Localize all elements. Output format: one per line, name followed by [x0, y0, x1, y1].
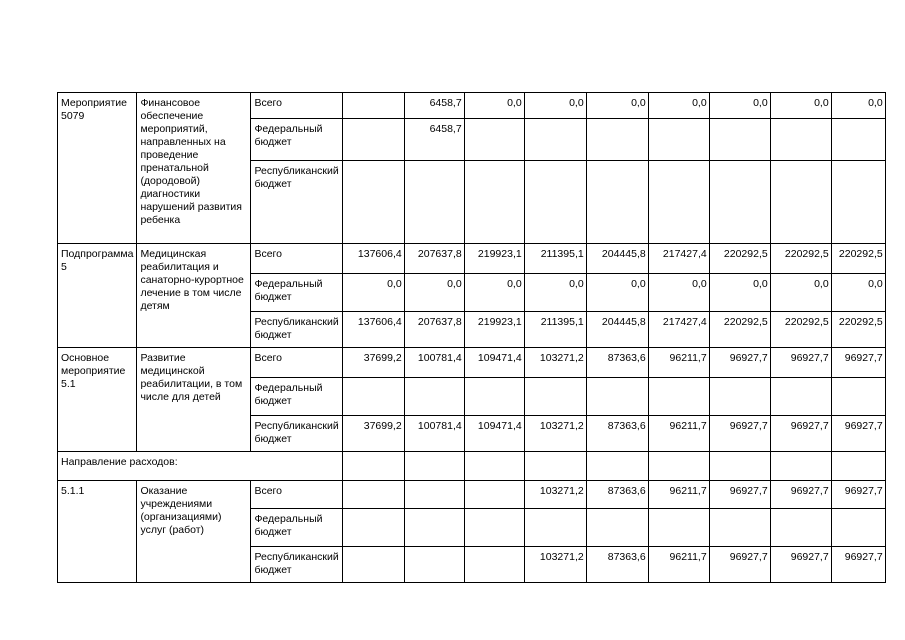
value-cell — [464, 161, 524, 244]
program-code: Подпрограмма 5 — [58, 244, 137, 348]
value-cell — [648, 161, 709, 244]
value-cell — [404, 547, 464, 583]
value-cell: 217427,4 — [648, 244, 709, 274]
value-cell: 96927,7 — [709, 416, 770, 452]
funding-source: Федеральный бюджет — [251, 378, 342, 416]
value-cell — [831, 119, 885, 161]
value-cell — [770, 509, 831, 547]
value-cell — [524, 119, 586, 161]
value-cell: 96927,7 — [770, 547, 831, 583]
value-cell: 37699,2 — [342, 348, 404, 378]
value-cell: 0,0 — [342, 274, 404, 312]
value-cell: 96927,7 — [770, 416, 831, 452]
value-cell: 37699,2 — [342, 416, 404, 452]
value-cell — [770, 119, 831, 161]
value-cell: 96211,7 — [648, 416, 709, 452]
table-row — [58, 481, 886, 509]
value-cell: 207637,8 — [404, 312, 464, 348]
program-code: Основное мероприятие 5.1 — [58, 348, 137, 452]
empty-cell — [586, 452, 648, 481]
value-cell: 0,0 — [464, 93, 524, 119]
funding-source: Федеральный бюджет — [251, 509, 342, 547]
value-cell — [831, 378, 885, 416]
value-cell: 96927,7 — [831, 348, 885, 378]
value-cell — [770, 378, 831, 416]
funding-source: Всего — [251, 481, 342, 509]
value-cell: 0,0 — [648, 93, 709, 119]
funding-source: Всего — [251, 244, 342, 274]
value-cell: 220292,5 — [709, 244, 770, 274]
table-row — [58, 348, 886, 378]
value-cell: 0,0 — [831, 274, 885, 312]
program-code: Мероприятие 5079 — [58, 93, 137, 244]
value-cell: 0,0 — [648, 274, 709, 312]
value-cell — [831, 161, 885, 244]
value-cell — [648, 378, 709, 416]
value-cell: 6458,7 — [404, 93, 464, 119]
empty-cell — [770, 452, 831, 481]
value-cell: 0,0 — [524, 274, 586, 312]
funding-source: Федеральный бюджет — [251, 274, 342, 312]
value-cell — [342, 161, 404, 244]
value-cell — [342, 509, 404, 547]
value-cell — [342, 481, 404, 509]
value-cell: 217427,4 — [648, 312, 709, 348]
value-cell: 87363,6 — [586, 547, 648, 583]
value-cell: 96211,7 — [648, 547, 709, 583]
value-cell: 96211,7 — [648, 481, 709, 509]
value-cell — [342, 93, 404, 119]
value-cell — [404, 378, 464, 416]
value-cell: 220292,5 — [770, 244, 831, 274]
value-cell: 96927,7 — [709, 481, 770, 509]
value-cell — [831, 509, 885, 547]
value-cell: 103271,2 — [524, 416, 586, 452]
value-cell: 96211,7 — [648, 348, 709, 378]
value-cell: 96927,7 — [831, 481, 885, 509]
value-cell — [709, 119, 770, 161]
value-cell: 211395,1 — [524, 244, 586, 274]
empty-cell — [831, 452, 885, 481]
value-cell: 211395,1 — [524, 312, 586, 348]
value-cell: 220292,5 — [770, 312, 831, 348]
value-cell: 103271,2 — [524, 348, 586, 378]
value-cell: 220292,5 — [709, 312, 770, 348]
value-cell — [404, 509, 464, 547]
value-cell — [404, 481, 464, 509]
value-cell: 0,0 — [770, 93, 831, 119]
value-cell — [464, 119, 524, 161]
value-cell: 96927,7 — [709, 547, 770, 583]
program-name: Финансовое обеспечение мероприятий, направленных на проведение пренатальной (дородовой) диагностики нарушений развития ребенка — [137, 93, 251, 244]
funding-source: Федеральный бюджет — [251, 119, 342, 161]
funding-source: Всего — [251, 348, 342, 378]
value-cell — [770, 161, 831, 244]
value-cell — [342, 119, 404, 161]
value-cell — [524, 378, 586, 416]
empty-cell — [648, 452, 709, 481]
value-cell: 103271,2 — [524, 547, 586, 583]
value-cell: 204445,8 — [586, 244, 648, 274]
budget-table — [57, 92, 886, 583]
value-cell — [524, 161, 586, 244]
value-cell — [404, 161, 464, 244]
value-cell — [342, 547, 404, 583]
value-cell: 96927,7 — [831, 416, 885, 452]
value-cell — [586, 161, 648, 244]
funding-source: Всего — [251, 93, 342, 119]
value-cell: 87363,6 — [586, 416, 648, 452]
table-row — [58, 93, 886, 119]
value-cell — [464, 481, 524, 509]
empty-cell — [342, 452, 404, 481]
value-cell — [464, 547, 524, 583]
value-cell — [586, 378, 648, 416]
value-cell — [709, 161, 770, 244]
value-cell — [648, 509, 709, 547]
funding-source: Республиканский бюджет — [251, 312, 342, 348]
value-cell: 207637,8 — [404, 244, 464, 274]
value-cell: 0,0 — [586, 274, 648, 312]
value-cell: 87363,6 — [586, 348, 648, 378]
value-cell: 0,0 — [404, 274, 464, 312]
program-name: Медицинская реабилитация и санаторно-курортное лечение в том числе детям — [137, 244, 251, 348]
section-title: Направление расходов: — [58, 452, 343, 481]
value-cell: 96927,7 — [831, 547, 885, 583]
value-cell — [648, 119, 709, 161]
value-cell: 219923,1 — [464, 244, 524, 274]
program-name: Развитие медицинской реабилитации, в том числе для детей — [137, 348, 251, 452]
funding-source: Республиканский бюджет — [251, 161, 342, 244]
empty-cell — [404, 452, 464, 481]
value-cell: 0,0 — [524, 93, 586, 119]
value-cell: 220292,5 — [831, 312, 885, 348]
table-body — [58, 93, 886, 583]
value-cell: 0,0 — [831, 93, 885, 119]
value-cell: 96927,7 — [709, 348, 770, 378]
table-row — [58, 244, 886, 274]
empty-cell — [709, 452, 770, 481]
value-cell: 0,0 — [770, 274, 831, 312]
value-cell: 137606,4 — [342, 312, 404, 348]
value-cell — [464, 509, 524, 547]
value-cell — [586, 119, 648, 161]
value-cell: 0,0 — [709, 93, 770, 119]
value-cell: 100781,4 — [404, 348, 464, 378]
funding-source: Республиканский бюджет — [251, 547, 342, 583]
value-cell: 96927,7 — [770, 348, 831, 378]
empty-cell — [524, 452, 586, 481]
value-cell — [524, 509, 586, 547]
funding-source: Республиканский бюджет — [251, 416, 342, 452]
value-cell: 137606,4 — [342, 244, 404, 274]
value-cell: 87363,6 — [586, 481, 648, 509]
empty-cell — [464, 452, 524, 481]
value-cell: 96927,7 — [770, 481, 831, 509]
value-cell: 219923,1 — [464, 312, 524, 348]
value-cell — [709, 378, 770, 416]
value-cell: 109471,4 — [464, 416, 524, 452]
value-cell: 220292,5 — [831, 244, 885, 274]
value-cell: 100781,4 — [404, 416, 464, 452]
program-name: Оказание учреждениями (организациями) услуг (работ) — [137, 481, 251, 583]
value-cell — [342, 378, 404, 416]
value-cell — [709, 509, 770, 547]
value-cell: 0,0 — [464, 274, 524, 312]
value-cell: 103271,2 — [524, 481, 586, 509]
value-cell: 204445,8 — [586, 312, 648, 348]
value-cell — [586, 509, 648, 547]
value-cell: 109471,4 — [464, 348, 524, 378]
value-cell: 0,0 — [586, 93, 648, 119]
program-code: 5.1.1 — [58, 481, 137, 583]
section-row — [58, 452, 886, 481]
value-cell: 0,0 — [709, 274, 770, 312]
value-cell — [464, 378, 524, 416]
value-cell: 6458,7 — [404, 119, 464, 161]
